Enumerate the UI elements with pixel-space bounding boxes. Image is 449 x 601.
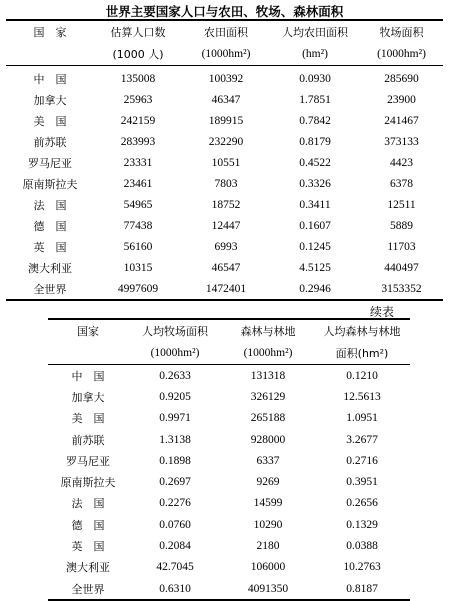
value-cell: 1472401 [205,282,247,295]
value-cell: 46547 [211,261,241,274]
value-cell: 0.6310 [159,582,191,595]
table-row [48,557,410,578]
value-cell: 106000 [250,561,286,574]
country-cell: 罗马尼亚 [66,454,110,468]
main-table [6,19,443,301]
value-cell: 0.1210 [346,369,378,382]
value-cell: 18752 [211,198,241,211]
header-country: 国家 [77,325,99,338]
value-cell: 0.2084 [159,540,191,553]
country-cell: 英 国 [33,240,67,254]
value-cell: 928000 [250,433,286,446]
country-cell: 原南斯拉夫 [22,177,78,191]
country-cell: 加拿大 [33,93,67,107]
table-unit-row [48,342,410,365]
value-cell: 0.1329 [346,518,378,531]
header-forest: 森林与林地 [240,325,296,338]
value-cell: 12511 [387,198,416,211]
unit-forest: (1000hm²) [222,342,314,365]
value-cell: 0.0760 [159,518,191,531]
header-forest-per-capita: 人均森林与林地 [323,325,401,338]
table-row [6,66,443,90]
value-cell: 0.2946 [299,282,331,295]
value-cell: 10315 [123,261,153,274]
value-cell: 46347 [211,93,241,106]
value-cell: 1.7851 [299,93,331,106]
continued-label: 续表 [370,305,395,319]
country-cell: 加拿大 [71,390,105,404]
unit-pasture: (1000hm²) [360,43,443,66]
header-pasture-per-capita: 人均牧场面积 [142,325,208,338]
value-cell: 100392 [208,72,244,85]
value-cell: 6378 [390,177,413,190]
table-row [48,450,410,471]
country-cell: 澳大利亚 [28,261,72,275]
value-cell: 0.0388 [346,540,378,553]
header-farmland: 农田面积 [204,26,248,39]
table-row [48,514,410,535]
value-cell: 9269 [256,476,280,489]
value-cell: 242159 [120,114,156,127]
value-cell: 10290 [253,518,283,531]
table-row [6,215,443,236]
main-table-body [6,66,443,301]
country-cell: 英 国 [71,540,105,554]
value-cell: 12.5613 [343,390,381,403]
value-cell: 6337 [256,454,280,467]
value-cell: 1.0951 [346,412,378,425]
table-row [6,89,443,110]
value-cell: 0.4522 [299,156,331,169]
header-farmland-per-capita: 人均农田面积 [282,26,348,39]
value-cell: 77438 [123,219,153,232]
country-cell: 德 国 [71,518,105,532]
value-cell: 12447 [211,219,241,232]
value-cell: 23331 [123,156,153,169]
table-row [6,152,443,173]
country-cell: 法 国 [33,198,67,212]
value-cell: 0.1898 [159,454,191,467]
value-cell: 0.8187 [346,582,378,595]
country-cell: 中 国 [71,369,105,383]
country-cell: 中 国 [33,72,67,86]
value-cell: 25963 [123,93,153,106]
value-cell: 283993 [120,135,156,148]
table-row [48,429,410,450]
value-cell: 373133 [384,135,419,148]
value-cell: 3153352 [381,282,422,295]
table-row [6,173,443,194]
value-cell: 265188 [250,412,286,425]
value-cell: 440497 [384,261,419,274]
table-unit-row [6,43,443,66]
continued-table-body [48,365,410,601]
value-cell: 54965 [123,198,153,211]
value-cell: 23900 [387,93,416,106]
value-cell: 0.3411 [299,198,331,211]
header-population: 估算人口数 [110,26,166,39]
value-cell: 3.2677 [346,433,378,446]
value-cell: 4997609 [117,282,159,295]
value-cell: 6993 [214,240,238,253]
table-row [6,257,443,278]
value-cell: 0.1607 [299,219,331,232]
country-cell: 美 国 [33,114,67,128]
value-cell: 0.2633 [159,369,191,382]
header-pasture: 牧场面积 [379,26,424,39]
document-title: 世界主要国家人口与农田、牧场、森林面积 [105,4,344,19]
value-cell: 232290 [208,135,244,148]
country-cell: 德 国 [33,219,67,233]
table-row [6,131,443,152]
value-cell: 241467 [384,114,419,127]
table-row [6,236,443,257]
table-row [48,535,410,556]
value-cell: 42.7045 [156,561,194,574]
value-cell: 4091350 [247,582,289,595]
unit-farmland-per-capita: (hm²) [270,43,360,66]
value-cell: 0.9971 [159,412,191,425]
country-cell: 原南斯拉夫 [60,476,116,490]
country-cell: 美 国 [71,412,105,426]
value-cell: 1.3138 [159,433,191,446]
value-cell: 23461 [123,177,153,190]
value-cell: 0.2697 [159,476,191,489]
table-row [48,408,410,429]
country-cell: 前苏联 [71,433,105,447]
value-cell: 0.7842 [299,114,331,127]
value-cell: 4.5125 [299,261,331,274]
country-cell: 罗马尼亚 [28,156,72,170]
unit-forest-per-capita: 面积(hm²) [314,342,410,365]
value-cell: 0.2276 [159,497,191,510]
value-cell: 10.2763 [343,561,381,574]
table-header-row [48,319,410,342]
value-cell: 0.3951 [346,476,378,489]
value-cell: 11703 [387,240,416,253]
value-cell: 4423 [390,156,413,169]
value-cell: 56160 [123,240,153,253]
value-cell: 14599 [253,497,283,510]
country-cell: 前苏联 [33,135,67,149]
value-cell: 5889 [390,219,413,232]
header-country: 国 家 [33,26,67,39]
value-cell: 135008 [120,72,156,85]
country-cell: 法 国 [71,497,105,511]
country-cell: 全世界 [33,282,67,296]
table-row [6,110,443,131]
value-cell: 285690 [384,72,419,85]
unit-pasture-per-capita: (1000hm²) [128,342,222,365]
value-cell: 326129 [250,390,286,403]
table-row [48,493,410,514]
country-cell: 澳大利亚 [66,561,110,575]
value-cell: 10551 [211,156,241,169]
table-row [48,471,410,492]
value-cell: 0.2656 [346,497,378,510]
value-cell: 0.3326 [299,177,331,190]
value-cell: 131318 [250,369,286,382]
value-cell: 189915 [208,114,244,127]
table-header-row [6,20,443,43]
value-cell: 0.1245 [299,240,331,253]
value-cell: 7803 [214,177,238,190]
table-row [6,194,443,215]
table-row [48,386,410,407]
table-row [6,278,443,300]
unit-population: (1000 人) [94,43,182,66]
value-cell: 0.2716 [346,454,378,467]
table-row [48,365,410,387]
value-cell: 0.8179 [299,135,331,148]
value-cell: 0.9205 [159,390,191,403]
unit-farmland: (1000hm²) [182,43,270,66]
continued-table [48,318,410,601]
value-cell: 2180 [256,540,280,553]
value-cell: 0.0930 [299,72,331,85]
country-cell: 全世界 [71,582,105,596]
